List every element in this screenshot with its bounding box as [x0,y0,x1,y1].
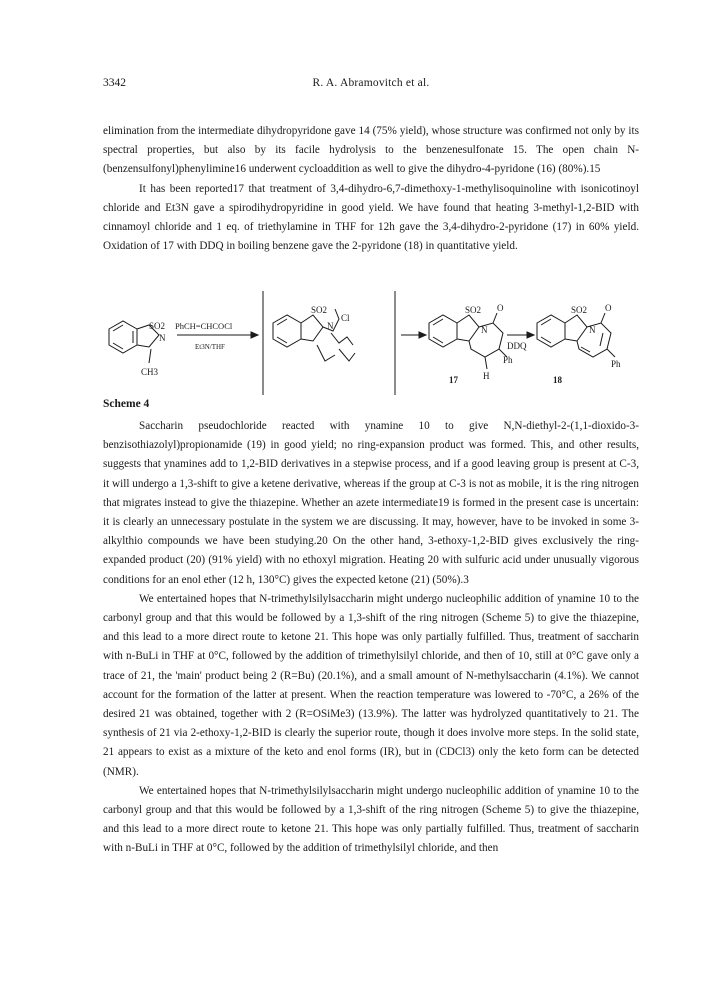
scheme-caption: Scheme 4 [103,398,150,410]
compound-number: 18 [553,375,562,385]
paragraph: Saccharin pseudochloride reacted with ynamine 10 to give N,N-diethyl-2-(1,1-dioxido-3-benzisothiazolyl)propionamide (19) in good yield; no ring-expansion product was formed. This, and other results, suggests that ynamines add to 1,2-BID derivatives in a stepwise process, and if a good leaving group is present at C-3, it will undergo a 1,3-shift to give a ketene derivative, whereas if the group at C-3 is not as mobile, it is the ring nitrogen that migrates instead to give the thiazepine. Whether an azete intermediate19 is formed in the present case is uncertain: it is clearly an unnecessary postulate in the system we are discussing. It may, however, have to be invoked in some 3-alkylthio compounds we have been studying.20 On the other hand, 3-ethoxy-1,2-BID gives exclusively the ring-expanded product (20) (91% yield) with no ethoxyl migration. Heating 20 with sulfuric acid under unusually vigorous conditions for an enol ether (12 h, 130°C) gives the expected ketone (21) (50%).3 [103,420,639,586]
n-label: N [589,325,596,335]
o-label: O [605,303,612,313]
so2-label: SO2 [149,321,166,331]
structure-18 [537,313,615,357]
ph-label: Ph [503,355,513,365]
cl-label: Cl [341,313,350,323]
text-block-top [103,122,639,256]
reagent-label: PhCH=CHCOCl [175,321,233,331]
conditions-label: Et3N/THF [195,343,225,351]
arrow-head [251,332,258,338]
running-title: R. A. Abramovitch et al. [312,77,430,89]
ch3-label: CH3 [141,367,159,377]
n-label: N [327,321,334,331]
so2-label: SO2 [465,305,482,315]
compound-number: 17 [449,375,458,385]
so2-label: SO2 [571,305,588,315]
ddq-label: DDQ [507,341,527,351]
n-label: N [481,325,488,335]
so2-label: SO2 [311,305,328,315]
o-label: O [497,303,504,313]
ph-label: Ph [611,359,621,369]
n-label: N [159,333,166,343]
reaction-scheme [103,283,639,405]
paragraph: We entertained hopes that N-trimethylsilylsaccharin might undergo nucleophilic addition of ynamine 10 to the carbonyl group and that this would be followed by a 1,3-shift of the ring nitrogen (Scheme 5) to give the thiazepine, and this lead to a more direct route to ketone 21. This hope was only partially fulfilled. Thus, treatment of saccharin with n-BuLi in THF at 0°C, followed by the addition of trimethylsilyl chloride, and then of 10, still at 0°C gave only a trace of 21, the 'main' product being 2 (R=Bu) (20.1%), and a small amount of N-methylsaccharin (4.1%). We cannot account for the formation of the latter at present. When the reaction temperature was lowered to -70°C, a 26% of the desired 21 was obtained, together with 2 (R=OSiMe3) (13.9%). The latter was hydrolyzed quantitatively to 21. The synthesis of 21 via 2-ethoxy-1,2-BID is clearly the superior route, though it does involve more steps. In the solid state, 21 appears to exist as a mixture of the keto and enol forms (IR), but in (CDCl3) only the keto form can be detected (NMR). [103,592,639,778]
paragraph: elimination from the intermediate dihydropyridone gave 14 (75% yield), whose structure was confirmed not only by its spectral properties, but also by its facile hydrolysis to the benzenesulfonate 15. The open chain N-(benzensulfonyl)phenylimine16 underwent cycloaddition as well to give the dihydro-4-pyridone (16) (80%).15 [103,125,639,176]
paragraph: It has been reported17 that treatment of 3,4-dihydro-6,7-dimethoxy-1-methylisoquinoline with isonicotinoyl chloride and Et3N gave a spirodihydropyridine in good yield. We have found that heating 3-methyl-1,2-BID with cinnamoyl chloride and 1 eq. of triethylamine in THF for 12h gave the 3,4-dihydro-2-pyridone (17) in 60% yield. Oxidation of 17 with DDQ in boiling benzene gave the 2-pyridone (18) in quantitative yield. [103,182,639,253]
structure-17 [429,313,507,369]
arrow-head [527,332,534,338]
text-block-bottom [103,417,639,859]
arrow-head [419,332,426,338]
page-number: 3342 [103,77,126,89]
page-header [103,77,639,93]
paragraph: We entertained hopes that N-trimethylsilylsaccharin might undergo nucleophilic addition of ynamine 10 to the carbonyl group and that this would be followed by a 1,3-shift of the ring nitrogen (Scheme 5) to give the thiazepine, and this lead to a more direct route to ketone 21. This hope was only partially fulfilled. Thus, treatment of saccharin with n-BuLi in THF at 0°C, followed by the addition of trimethylsilyl chloride, and then [103,784,639,855]
h-label: H [483,371,490,381]
